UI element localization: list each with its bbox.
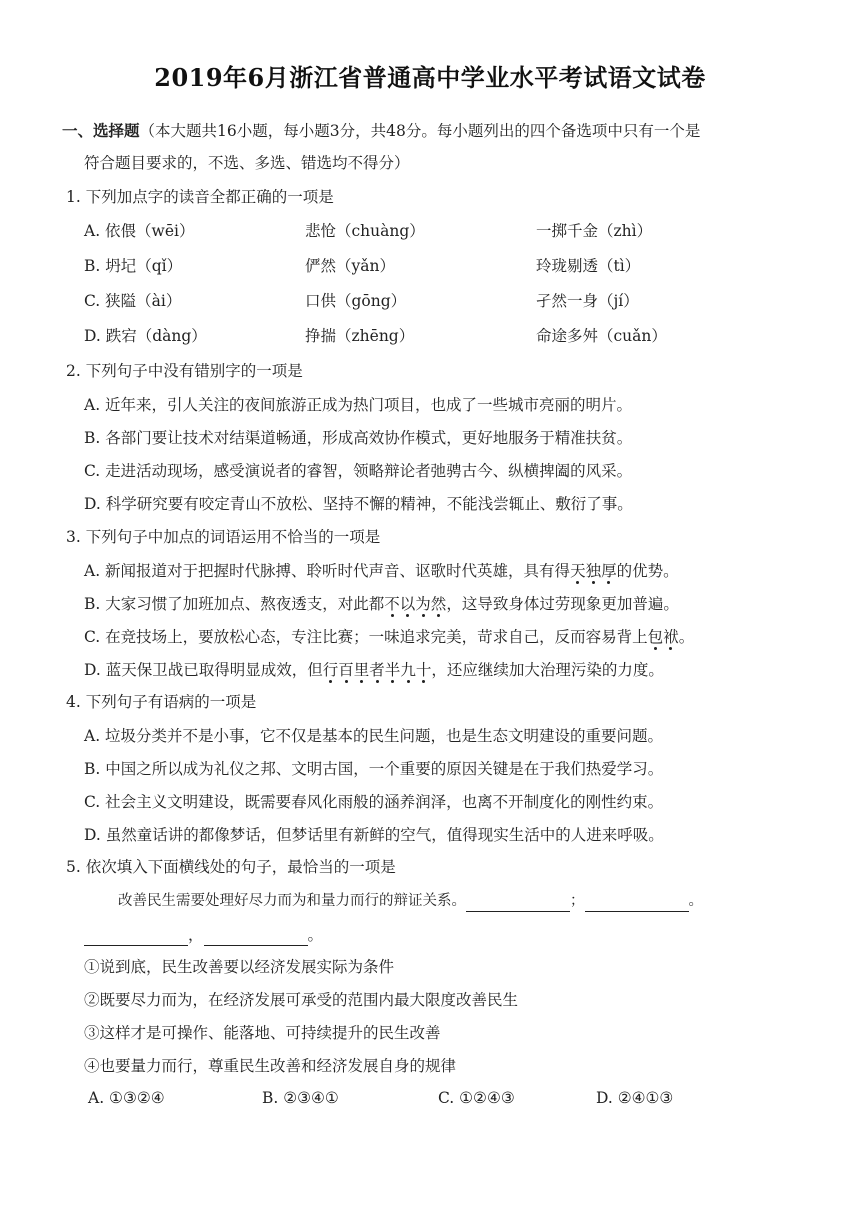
q5-option-d: D. ②④①③ <box>596 1089 674 1107</box>
q5-item-2: ②既要尽力而为，在经济发展可承受的范围内最大限度改善民生 <box>84 991 519 1009</box>
question-1-stem: 1. 下列加点字的读音全都正确的一项是 <box>66 188 334 206</box>
q3-option-c-text-after: 。 <box>678 628 695 646</box>
q1-option-b-item2: 俨然（yǎn） <box>305 257 395 275</box>
q5-item-1: ①说到底，民生改善要以经济发展实际为条件 <box>84 958 395 976</box>
question-2-stem: 2. 下列句子中没有错别字的一项是 <box>66 362 303 380</box>
q3-option-d <box>84 659 664 681</box>
q5-sep-1: ； <box>570 893 585 909</box>
q5-item-4: ④也要量力而行，尊重民生改善和经济发展自身的规律 <box>84 1057 457 1075</box>
question-4-stem: 4. 下列句子有语病的一项是 <box>66 693 257 711</box>
q1-option-a-item1: A. 依偎（wēi） <box>84 222 195 240</box>
q1-option-b-item1: B. 坍圮（qǐ） <box>84 257 183 275</box>
q1-option-c-item2: 口供（gōng） <box>305 292 407 310</box>
q2-option-c: C. 走进活动现场，感受演说者的睿智，领略辩论者弛骋古今、纵横捭阖的风采。 <box>84 462 633 480</box>
q5-passage-text: 改善民生需要处理好尽力而为和量力而行的辩证关系。 <box>118 893 466 909</box>
q1-option-a-item2: 悲怆（chuàng） <box>305 222 425 240</box>
q5-blank-3 <box>84 927 188 946</box>
section-heading: 一、选择题 <box>62 121 140 140</box>
q3-option-d-text-before: D. 蓝天保卫战已取得明显成效，但 <box>84 661 323 679</box>
q5-blank-2 <box>585 893 689 912</box>
q3-option-d-dotted-word: 行百里者半九十 <box>322 661 432 679</box>
q5-option-a: A. ①③②④ <box>88 1089 165 1107</box>
q1-option-d-item1: D. 跌宕（dàng） <box>84 327 207 345</box>
q5-sep-3: ， <box>188 926 204 944</box>
q5-option-b: B. ②③④① <box>262 1089 339 1107</box>
q3-option-b <box>84 593 679 615</box>
q3-option-a-dotted-word: 天独厚 <box>570 562 617 580</box>
section-header <box>62 120 700 142</box>
q1-option-b-item3: 玲珑剔透（tì） <box>536 257 641 275</box>
q3-option-a-text-after: 的优势。 <box>616 562 679 580</box>
q5-sep-2: 。 <box>688 893 703 909</box>
q1-option-a-item3: 一掷千金（zhì） <box>536 222 653 240</box>
q4-option-d: D. 虽然童话讲的都像梦话，但梦话里有新鲜的空气，值得现实生活中的人进来呼吸。 <box>84 826 664 844</box>
q3-option-d-text-after: ，还应继续加大治理污染的力度。 <box>431 661 664 679</box>
q5-sep-4: 。 <box>307 926 324 944</box>
q1-option-d-item2: 挣揣（zhēng） <box>305 327 415 345</box>
question-5-stem: 5. 依次填入下面横线处的句子，最恰当的一项是 <box>66 858 396 876</box>
q1-option-c-item3: 孑然一身（jí） <box>536 292 639 310</box>
q3-option-b-dotted-word: 不以为然 <box>384 595 447 613</box>
q3-option-b-text-after: ，这导致身体过劳现象更加普遍。 <box>446 595 679 613</box>
q2-option-d: D. 科学研究要有咬定青山不放松、坚持不懈的精神，不能浅尝辄止、敷衍了事。 <box>84 495 633 513</box>
q2-option-b: B. 各部门要让技术对结渠道畅通，形成高效协作模式，更好地服务于精准扶贫。 <box>84 429 633 447</box>
section-description-2: 符合题目要求的，不选、多选、错选均不得分） <box>84 154 410 172</box>
q5-blank-1 <box>466 893 570 912</box>
q4-option-a: A. 垃圾分类并不是小事，它不仅是基本的民生问题，也是生态文明建设的重要问题。 <box>84 727 664 745</box>
q5-passage-cont <box>84 924 323 946</box>
q3-option-c-text-before: C. 在竞技场上，要放松心态，专注比赛；一味追求完美，苛求自己，反而容易背上 <box>84 628 648 646</box>
q3-option-b-text-before: B. 大家习惯了加班加点、熬夜透支，对此都 <box>84 595 385 613</box>
q4-option-c: C. 社会主义文明建设，既需要春风化雨般的涵养润泽，也离不开制度化的刚性约束。 <box>84 793 664 811</box>
q1-option-c-item1: C. 狭隘（ài） <box>84 292 182 310</box>
q1-option-d-item3: 命途多舛（cuǎn） <box>536 327 667 345</box>
exam-title: 2019年6月浙江省普通高中学业水平考试语文试卷 <box>154 63 706 92</box>
q4-option-b: B. 中国之所以成为礼仪之邦、文明古国，一个重要的原因关键是在于我们热爱学习。 <box>84 760 664 778</box>
q3-option-c <box>84 626 694 648</box>
q5-item-3: ③这样才是可操作、能落地、可持续提升的民生改善 <box>84 1024 441 1042</box>
q5-blank-4 <box>204 927 308 946</box>
q5-option-c: C. ①②④③ <box>438 1089 515 1107</box>
q3-option-a-text-before: A. 新闻报道对于把握时代脉搏、聆听时代声音、讴歌时代英雄，具有得 <box>84 562 571 580</box>
q2-option-a: A. 近年来，引人关注的夜间旅游正成为热门项目，也成了一些城市亮丽的明片。 <box>84 396 633 414</box>
q3-option-a <box>84 560 679 582</box>
section-description-1: （本大题共16小题，每小题3分，共48分。每小题列出的四个备选项中只有一个是 <box>139 122 701 140</box>
q3-option-c-dotted-word: 包袱 <box>647 628 679 646</box>
q5-passage <box>118 890 703 912</box>
question-3-stem: 3. 下列句子中加点的词语运用不恰当的一项是 <box>66 528 381 546</box>
